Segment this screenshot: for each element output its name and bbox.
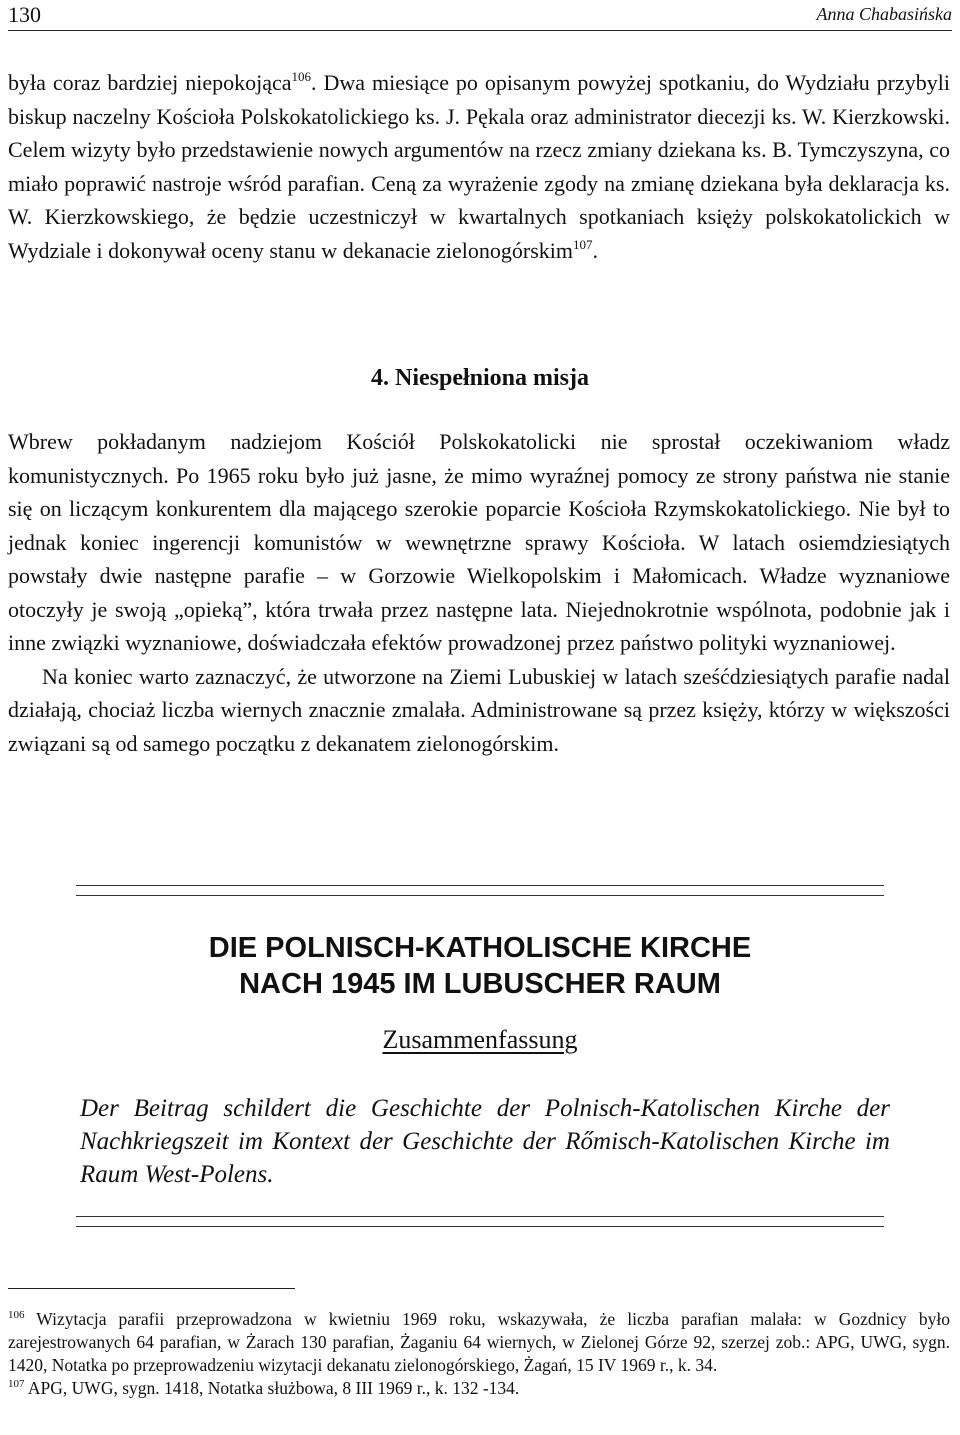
footnote-number: 107 <box>8 1378 25 1390</box>
double-rule-top <box>76 885 884 896</box>
body-paragraph: Na koniec warto zaznaczyć, że utworzone na Ziemi Lubuskiej w latach sześćdziesiątych parafie nadal działają, chociaż liczba wiernych znacznie zmalała. Administrowane są przez księży, którzy w większości związani są od samego początku z dekanatem zielonogórskim. <box>8 663 950 756</box>
footnote-ref-107: 107 <box>573 236 593 252</box>
footnote-106 <box>8 1308 950 1377</box>
summary-title-line: NACH 1945 IM LUBUSCHER RAUM <box>239 968 721 1000</box>
section-heading: 4. Niespełniona misja <box>370 365 589 391</box>
footnote-107 <box>8 1377 950 1400</box>
footnote-rule <box>8 1288 295 1289</box>
footnote-text: APG, UWG, sygn. 1418, Notatka służbowa, 8 III 1969 r., k. 132 -134. <box>24 1378 520 1398</box>
running-author: Anna Chabasińska <box>816 4 952 24</box>
paragraph-text: . Dwa miesiące po opisanym powyżej spotkaniu, do Wydziału przybyli biskup naczelny Kościoła Polskokatolickiego ks. J. Pękala oraz administrator diecezji ks. W. Kierzkowski. Celem wizyty było przedstawienie nowych argumentów na rzecz zmiany dziekana ks. B. Tymczyszyna, co miało poprawić nastroje wśród parafian. Ceną za wyrażenie zgody na zmianę dziekana była deklaracja ks. W. Kierzkowskiego, że będzie uczestniczył w kwartalnych spotkaniach księży polskokatolickich w Wydziale i dokonywał oceny stanu w dekanacie zielonogórskim <box>8 70 950 263</box>
page-number: 130 <box>8 2 41 27</box>
footnote-number: 106 <box>8 1309 25 1321</box>
summary-title <box>0 930 960 1002</box>
running-header <box>8 0 952 30</box>
body-paragraph: Wbrew pokładanym nadziejom Kościół Polskokatolicki nie sprostał oczekiwaniom władz komunistycznych. Po 1965 roku było już jasne, że mimo wyraźnej pomocy ze strony państwa nie stanie się on liczącym konkurentem dla mającego szerokie poparcie Kościoła Rzymskokatolickiego. Nie był to jednak koniec ingerencji komunistów w wewnętrzne sprawy Kościoła. W latach osiemdziesiątych powstały dwie następne parafie – w Gorzowie Wielkopolskim i Małomicach. Władze wyznaniowe otoczyły je swoją „opieką”, która trwała przez następne lata. Niejednokrotnie wspólnota, podobnie jak i inne związki wyznaniowe, doświadczała efektów prowadzonej przez państwo polityki wyznaniowej. <box>8 429 950 655</box>
section-body <box>8 425 950 760</box>
header-rule <box>8 30 952 31</box>
body-paragraph <box>8 66 950 267</box>
paragraph-continued <box>8 66 950 267</box>
footnotes <box>8 1308 950 1400</box>
double-rule-bottom <box>76 1216 884 1227</box>
summary-title-line: DIE POLNISCH-KATHOLISCHE KIRCHE <box>208 932 752 964</box>
paragraph-text: była coraz bardziej niepokojąca <box>8 70 292 95</box>
summary-subtitle: Zusammenfassung <box>382 1025 578 1054</box>
paragraph-text: . <box>592 237 598 263</box>
summary-text: Der Beitrag schildert die Geschichte der Polnisch-Katolischen Kirche der Nachkriegszeit im Kontext der Geschichte der Rőmisch-Katolischen Kirche im Raum West-Polens. <box>80 1095 890 1188</box>
footnote-text: Wizytacja parafii przeprowadzona w kwietniu 1969 roku, wskazywała, że liczba parafian malała: w Gozdnicy było zarejestrowanych 64 parafian, w Żarach 130 parafian, Żaganiu 64 wiernych, w Zielonej Górze 92, szerzej zob.: APG, UWG, sygn. 1420, Notatka po przeprowadzeniu wizytacji dekanatu zielonogórskiego, Żagań, 15 IV 1969 r., k. 34. <box>8 1309 950 1375</box>
footnote-ref-106: 106 <box>291 69 312 84</box>
